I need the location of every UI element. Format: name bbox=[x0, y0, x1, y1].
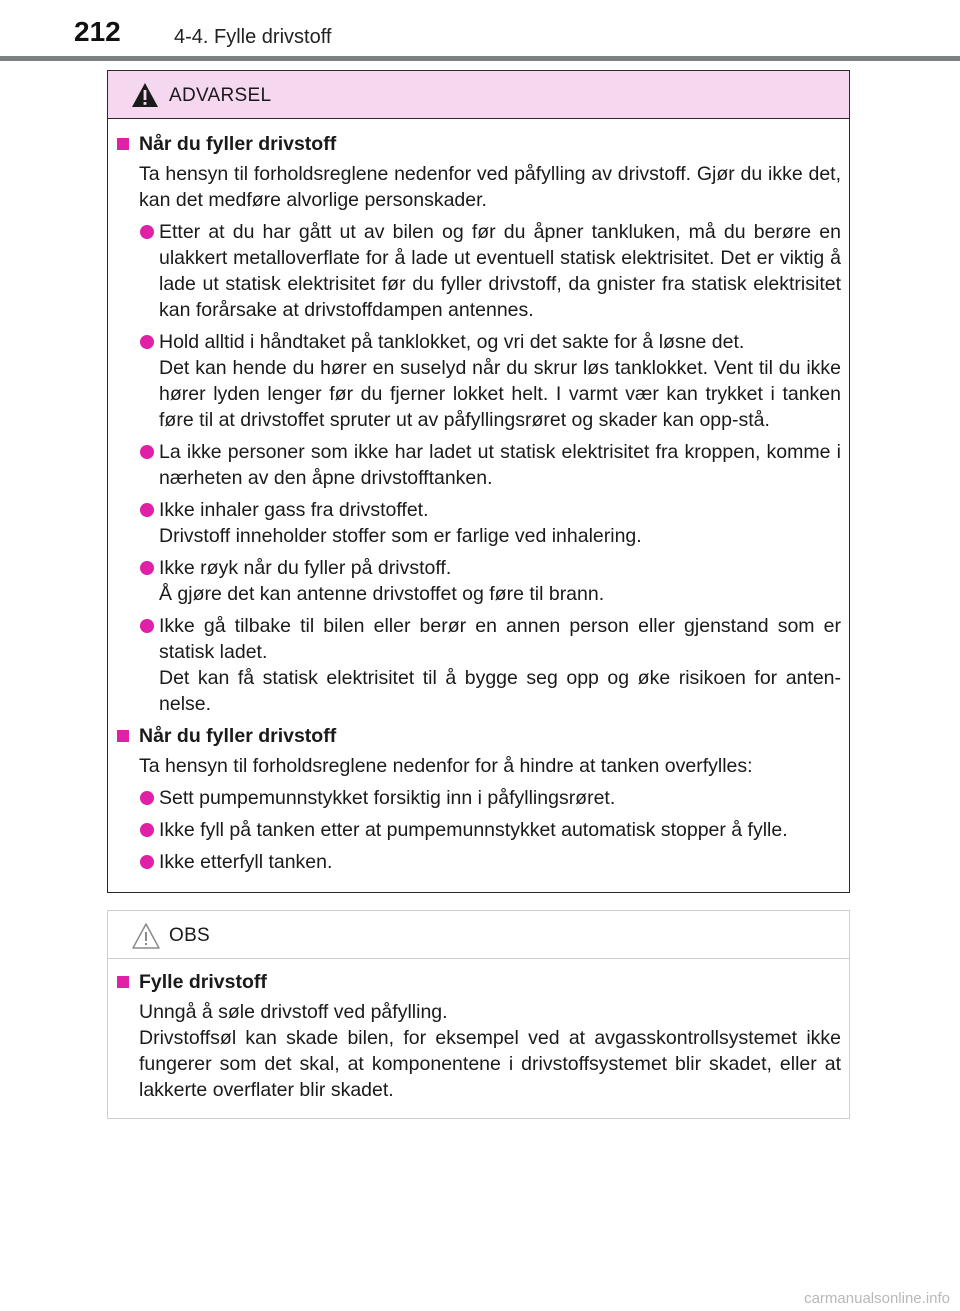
section-heading bbox=[115, 131, 841, 157]
bullet-item bbox=[115, 329, 841, 433]
bullet-item bbox=[115, 785, 841, 811]
notice-line: Unngå å søle drivstoff ved påfylling. bbox=[139, 1001, 448, 1023]
bullet-list bbox=[115, 785, 841, 875]
bullet-text: Ikke fyll på tanken etter at pumpemunnstykket automatisk stopper å fylle. bbox=[159, 819, 788, 841]
section-marker-icon bbox=[117, 976, 129, 988]
bullet-text: Drivstoff inneholder stoffer som er farlige ved inhalering. bbox=[159, 525, 642, 547]
notice-line: Drivstoffsøl kan skade bilen, for eksempel ved at avgasskontrollsystemet ikke fungerer som det skal, at komponentene i drivstoffsystemet blir skadet, eller at lakkerte overflater blir skadet. bbox=[139, 1027, 841, 1101]
section-marker-icon bbox=[117, 730, 129, 742]
bullet-text: Sett pumpemunnstykket forsiktig inn i påfyllingsrøret. bbox=[159, 787, 616, 809]
section-title: 4-4. Fylle drivstoff bbox=[174, 26, 332, 48]
section-intro: Ta hensyn til forholdsreglene nedenfor ved påfylling av drivstoff. Gjør du ikke det, kan det medføre alvorlige personskader. bbox=[139, 163, 841, 211]
notice-box bbox=[107, 910, 850, 1119]
bullet-dot-icon bbox=[140, 619, 154, 633]
header-rule bbox=[0, 56, 960, 61]
bullet-item bbox=[115, 219, 841, 323]
notice-content bbox=[108, 969, 849, 1109]
bullet-text: Hold alltid i håndtaket på tanklokket, og vri det sakte for å løsne det. bbox=[159, 331, 745, 353]
bullet-text: La ikke personer som ikke har ladet ut statisk elektrisitet fra kroppen, komme i nærheten av den åpne drivstofftanken. bbox=[159, 441, 841, 489]
bullet-item bbox=[115, 439, 841, 491]
page-number: 212 bbox=[74, 16, 121, 47]
bullet-dot-icon bbox=[140, 503, 154, 517]
bullet-item bbox=[115, 849, 841, 875]
bullet-text: Ikke røyk når du fyller på drivstoff. bbox=[159, 557, 452, 579]
bullet-item bbox=[115, 613, 841, 717]
notice-body bbox=[115, 999, 841, 1103]
bullet-text: Det kan hende du hører en suselyd når du skrur løs tanklokket. Vent til du ikke hører lyden lenger før du fjerner lokket helt. I varmt vær kan trykket i tanken føre til at drivstoffet spruter ut av påfyllingsrøret og skader kan opp-stå. bbox=[159, 357, 841, 431]
section-intro: Ta hensyn til forholdsreglene nedenfor for å hindre at tanken overfylles: bbox=[139, 755, 753, 777]
warning-box-header bbox=[108, 71, 849, 119]
warning-section bbox=[115, 723, 841, 875]
section-heading bbox=[115, 723, 841, 749]
warning-content bbox=[108, 131, 849, 881]
bullet-dot-icon bbox=[140, 855, 154, 869]
warning-box bbox=[107, 70, 850, 893]
bullet-item bbox=[115, 497, 841, 549]
warning-section bbox=[115, 131, 841, 717]
warning-label: ADVARSEL bbox=[169, 85, 272, 106]
warning-triangle-icon bbox=[131, 82, 159, 108]
bullet-text: Ikke inhaler gass fra drivstoffet. bbox=[159, 499, 429, 521]
bullet-dot-icon bbox=[140, 225, 154, 239]
caution-triangle-outline-icon bbox=[131, 922, 161, 950]
notice-box-header bbox=[108, 911, 849, 959]
page-header bbox=[0, 0, 960, 60]
section-heading-text: Når du fyller drivstoff bbox=[139, 725, 337, 747]
bullet-dot-icon bbox=[140, 445, 154, 459]
notice-heading-text: Fylle drivstoff bbox=[139, 971, 267, 993]
bullet-dot-icon bbox=[140, 791, 154, 805]
bullet-item bbox=[115, 817, 841, 843]
notice-heading bbox=[115, 969, 841, 995]
bullet-text: Etter at du har gått ut av bilen og før du åpner tankluken, må du berøre en ulakkert metalloverflate for å lade ut eventuell statisk elektrisitet. Det er viktig å lade ut statisk elektrisitet før du fyller drivstoff, da gnister fra statisk elektrisitet kan forårsake at drivstoffdampen antennes. bbox=[159, 221, 841, 321]
watermark: carmanualsonline.info bbox=[804, 1290, 950, 1307]
bullet-list bbox=[115, 219, 841, 717]
bullet-text: Å gjøre det kan antenne drivstoffet og føre til brann. bbox=[159, 583, 605, 605]
section-marker-icon bbox=[117, 138, 129, 150]
bullet-item bbox=[115, 555, 841, 607]
bullet-text: Ikke gå tilbake til bilen eller berør en annen person eller gjenstand som er statisk ladet. bbox=[159, 615, 841, 663]
bullet-text: Det kan få statisk elektrisitet til å bygge seg opp og øke risikoen for anten-nelse. bbox=[159, 667, 841, 715]
bullet-text: Ikke etterfyll tanken. bbox=[159, 851, 333, 873]
bullet-dot-icon bbox=[140, 561, 154, 575]
bullet-dot-icon bbox=[140, 823, 154, 837]
notice-label: OBS bbox=[169, 925, 211, 946]
section-heading-text: Når du fyller drivstoff bbox=[139, 133, 337, 155]
notice-section bbox=[115, 969, 841, 1103]
bullet-dot-icon bbox=[140, 335, 154, 349]
